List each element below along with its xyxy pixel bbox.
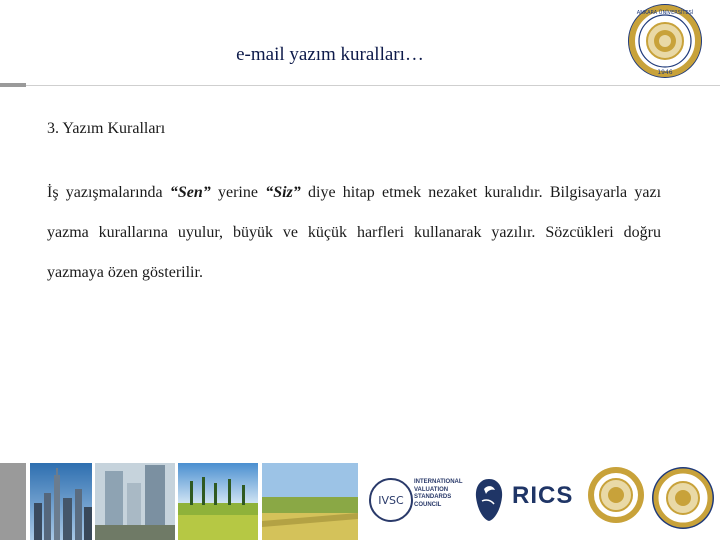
university-seal-blue-icon — [650, 465, 716, 531]
body-text-part: diye hitap etmek nezaket kuralıdır. Bilgisayarla yazı yazma kurallarına uyulur, büyük ve küçük harfleri kullanarak yazılır. Sözcükleri doğru yazmaya özen gösterilir. — [47, 184, 662, 281]
rics-logo-text: RICS — [512, 482, 574, 509]
footer-banner — [0, 463, 720, 540]
ivsc-line: COUNCIL — [414, 501, 442, 508]
footer-accent-bar — [0, 463, 26, 540]
body-text-part: yerine — [210, 184, 266, 201]
svg-text:ANKARA ÜNİVERSİTESİ: ANKARA ÜNİVERSİTESİ — [636, 10, 694, 16]
body-paragraph — [47, 173, 661, 293]
ivsc-line: VALUATION — [414, 486, 449, 493]
section-heading: 3. Yazım Kuralları — [47, 120, 166, 137]
ivsc-name-text — [414, 479, 463, 509]
svg-text:1946: 1946 — [657, 69, 673, 76]
rics-lion-icon — [472, 475, 506, 525]
ivsc-logo — [368, 477, 414, 523]
city-skyline-photo — [30, 463, 92, 540]
green-field-photo — [178, 463, 258, 540]
fields-landscape-photo — [262, 463, 358, 540]
partner-logos — [360, 463, 720, 540]
ivsc-line: STANDARDS — [414, 494, 452, 500]
header-accent-bar — [0, 83, 26, 87]
header-divider — [26, 85, 720, 86]
svg-text:IVSC: IVSC — [378, 494, 404, 507]
emphasis-siz: “Siz” — [265, 184, 301, 201]
slide-title: e-mail yazım kuralları… — [236, 44, 424, 65]
ivsc-line: INTERNATIONAL — [414, 479, 463, 485]
emphasis-sen: “Sen” — [169, 184, 211, 201]
body-text-part: İş yazışmalarında — [47, 184, 170, 201]
office-towers-photo — [95, 463, 175, 540]
university-seal-logo — [626, 2, 704, 80]
university-seal-gold-icon — [586, 465, 646, 525]
